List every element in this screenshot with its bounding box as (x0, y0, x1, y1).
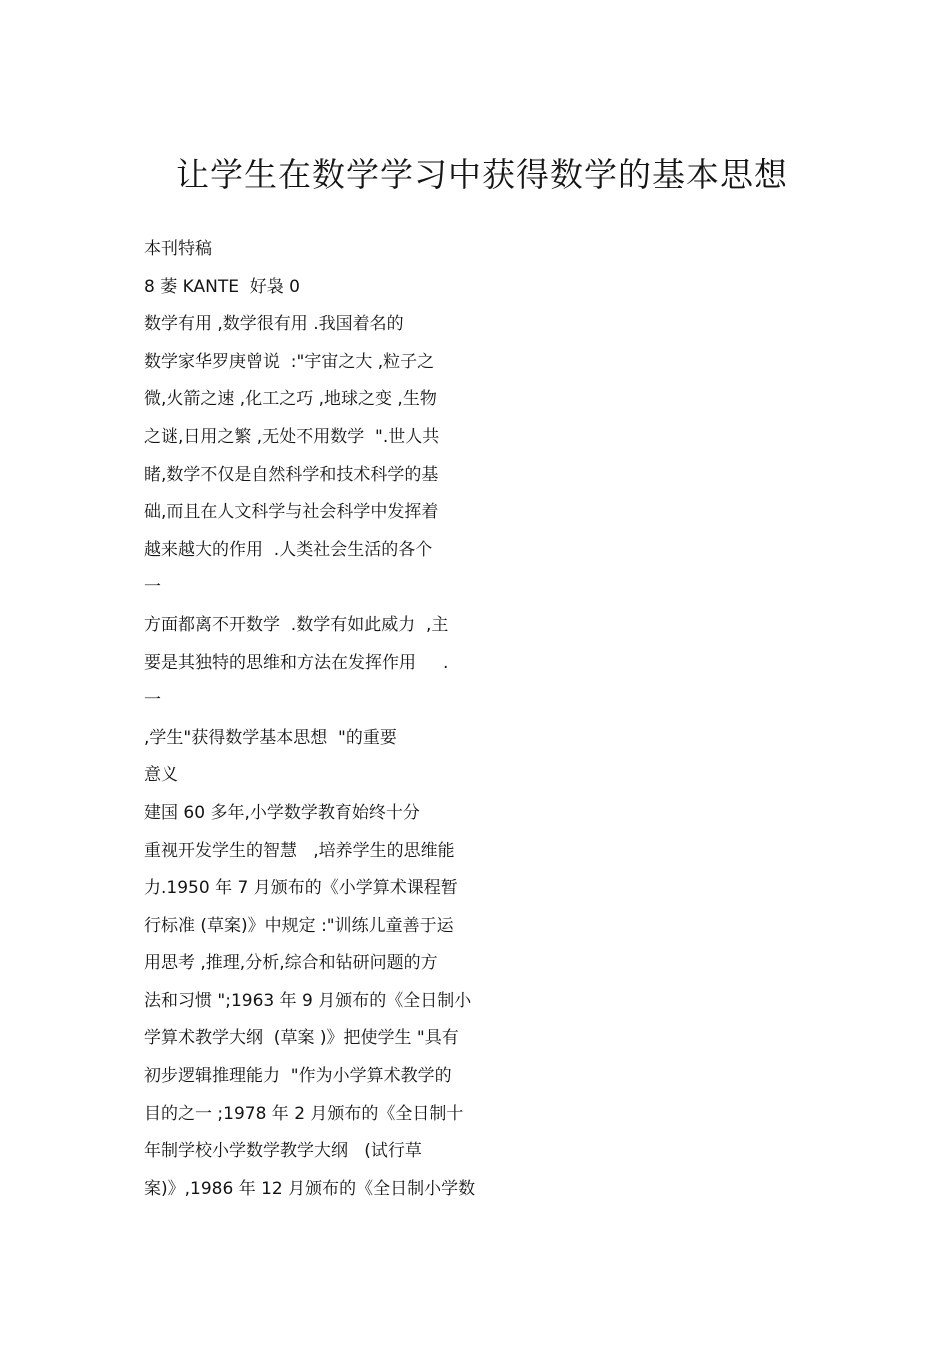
text-line: 要是其独特的思维和方法在发挥作用 . (144, 652, 449, 673)
text-line: 越来越大的作用 .人类社会生活的各个 (144, 539, 433, 560)
text-line: 本刊特稿 (144, 239, 212, 259)
text-line: 数学有用 ,数学很有用 .我国着名的 (144, 314, 404, 335)
text-line: 重视开发学生的智慧 ,培养学生的思维能 (144, 840, 455, 861)
text-line: ,学生"获得数学基本思想 "的重要 (144, 727, 397, 748)
text-line: 数学家华罗庚曾说 :"宇宙之大 ,粒子之 (144, 351, 435, 372)
text-line: 睹,数学不仅是自然科学和技术科学的基 (144, 464, 439, 485)
text-line: 一 (144, 577, 161, 598)
text-line: 初步逻辑推理能力 "作为小学算术教学的 (144, 1066, 452, 1087)
article-body (144, 231, 564, 1208)
text-line: 8 萎 KANTE 好袅 0 (144, 276, 300, 297)
text-line: 础,而且在人文科学与社会科学中发挥着 (144, 502, 439, 523)
text-line: 一 (144, 690, 161, 711)
text-line: 学算术教学大纲 (草案 )》把使学生 "具有 (144, 1028, 459, 1049)
text-line: 行标准 (草案)》中规定 :"训练儿童善于运 (144, 915, 454, 936)
text-line: 年制学校小学数学教学大纲 (试行草 (144, 1141, 422, 1162)
text-line: 法和习惯 ";1963 年 9 月颁布的《全日制小 (144, 990, 472, 1011)
text-line: 微,火箭之速 ,化工之巧 ,地球之变 ,生物 (144, 389, 437, 410)
text-line: 意义 (144, 765, 178, 786)
text-line: 力.1950 年 7 月颁布的《小学算术课程暂 (144, 878, 458, 899)
text-line: 方面都离不开数学 .数学有如此威力 ,主 (144, 614, 449, 635)
document-title: 让学生在数学学习中获得数学的基本思想 (176, 155, 788, 194)
text-line: 之谜,日用之繁 ,无处不用数学 ".世人共 (144, 426, 440, 447)
text-line: 建国 60 多年,小学数学教育始终十分 (144, 802, 420, 823)
text-line: 目的之一 ;1978 年 2 月颁布的《全日制十 (144, 1103, 464, 1124)
text-line: 案)》,1986 年 12 月颁布的《全日制小学数 (144, 1178, 476, 1199)
text-line: 用思考 ,推理,分析,综合和钻研问题的方 (144, 953, 438, 974)
